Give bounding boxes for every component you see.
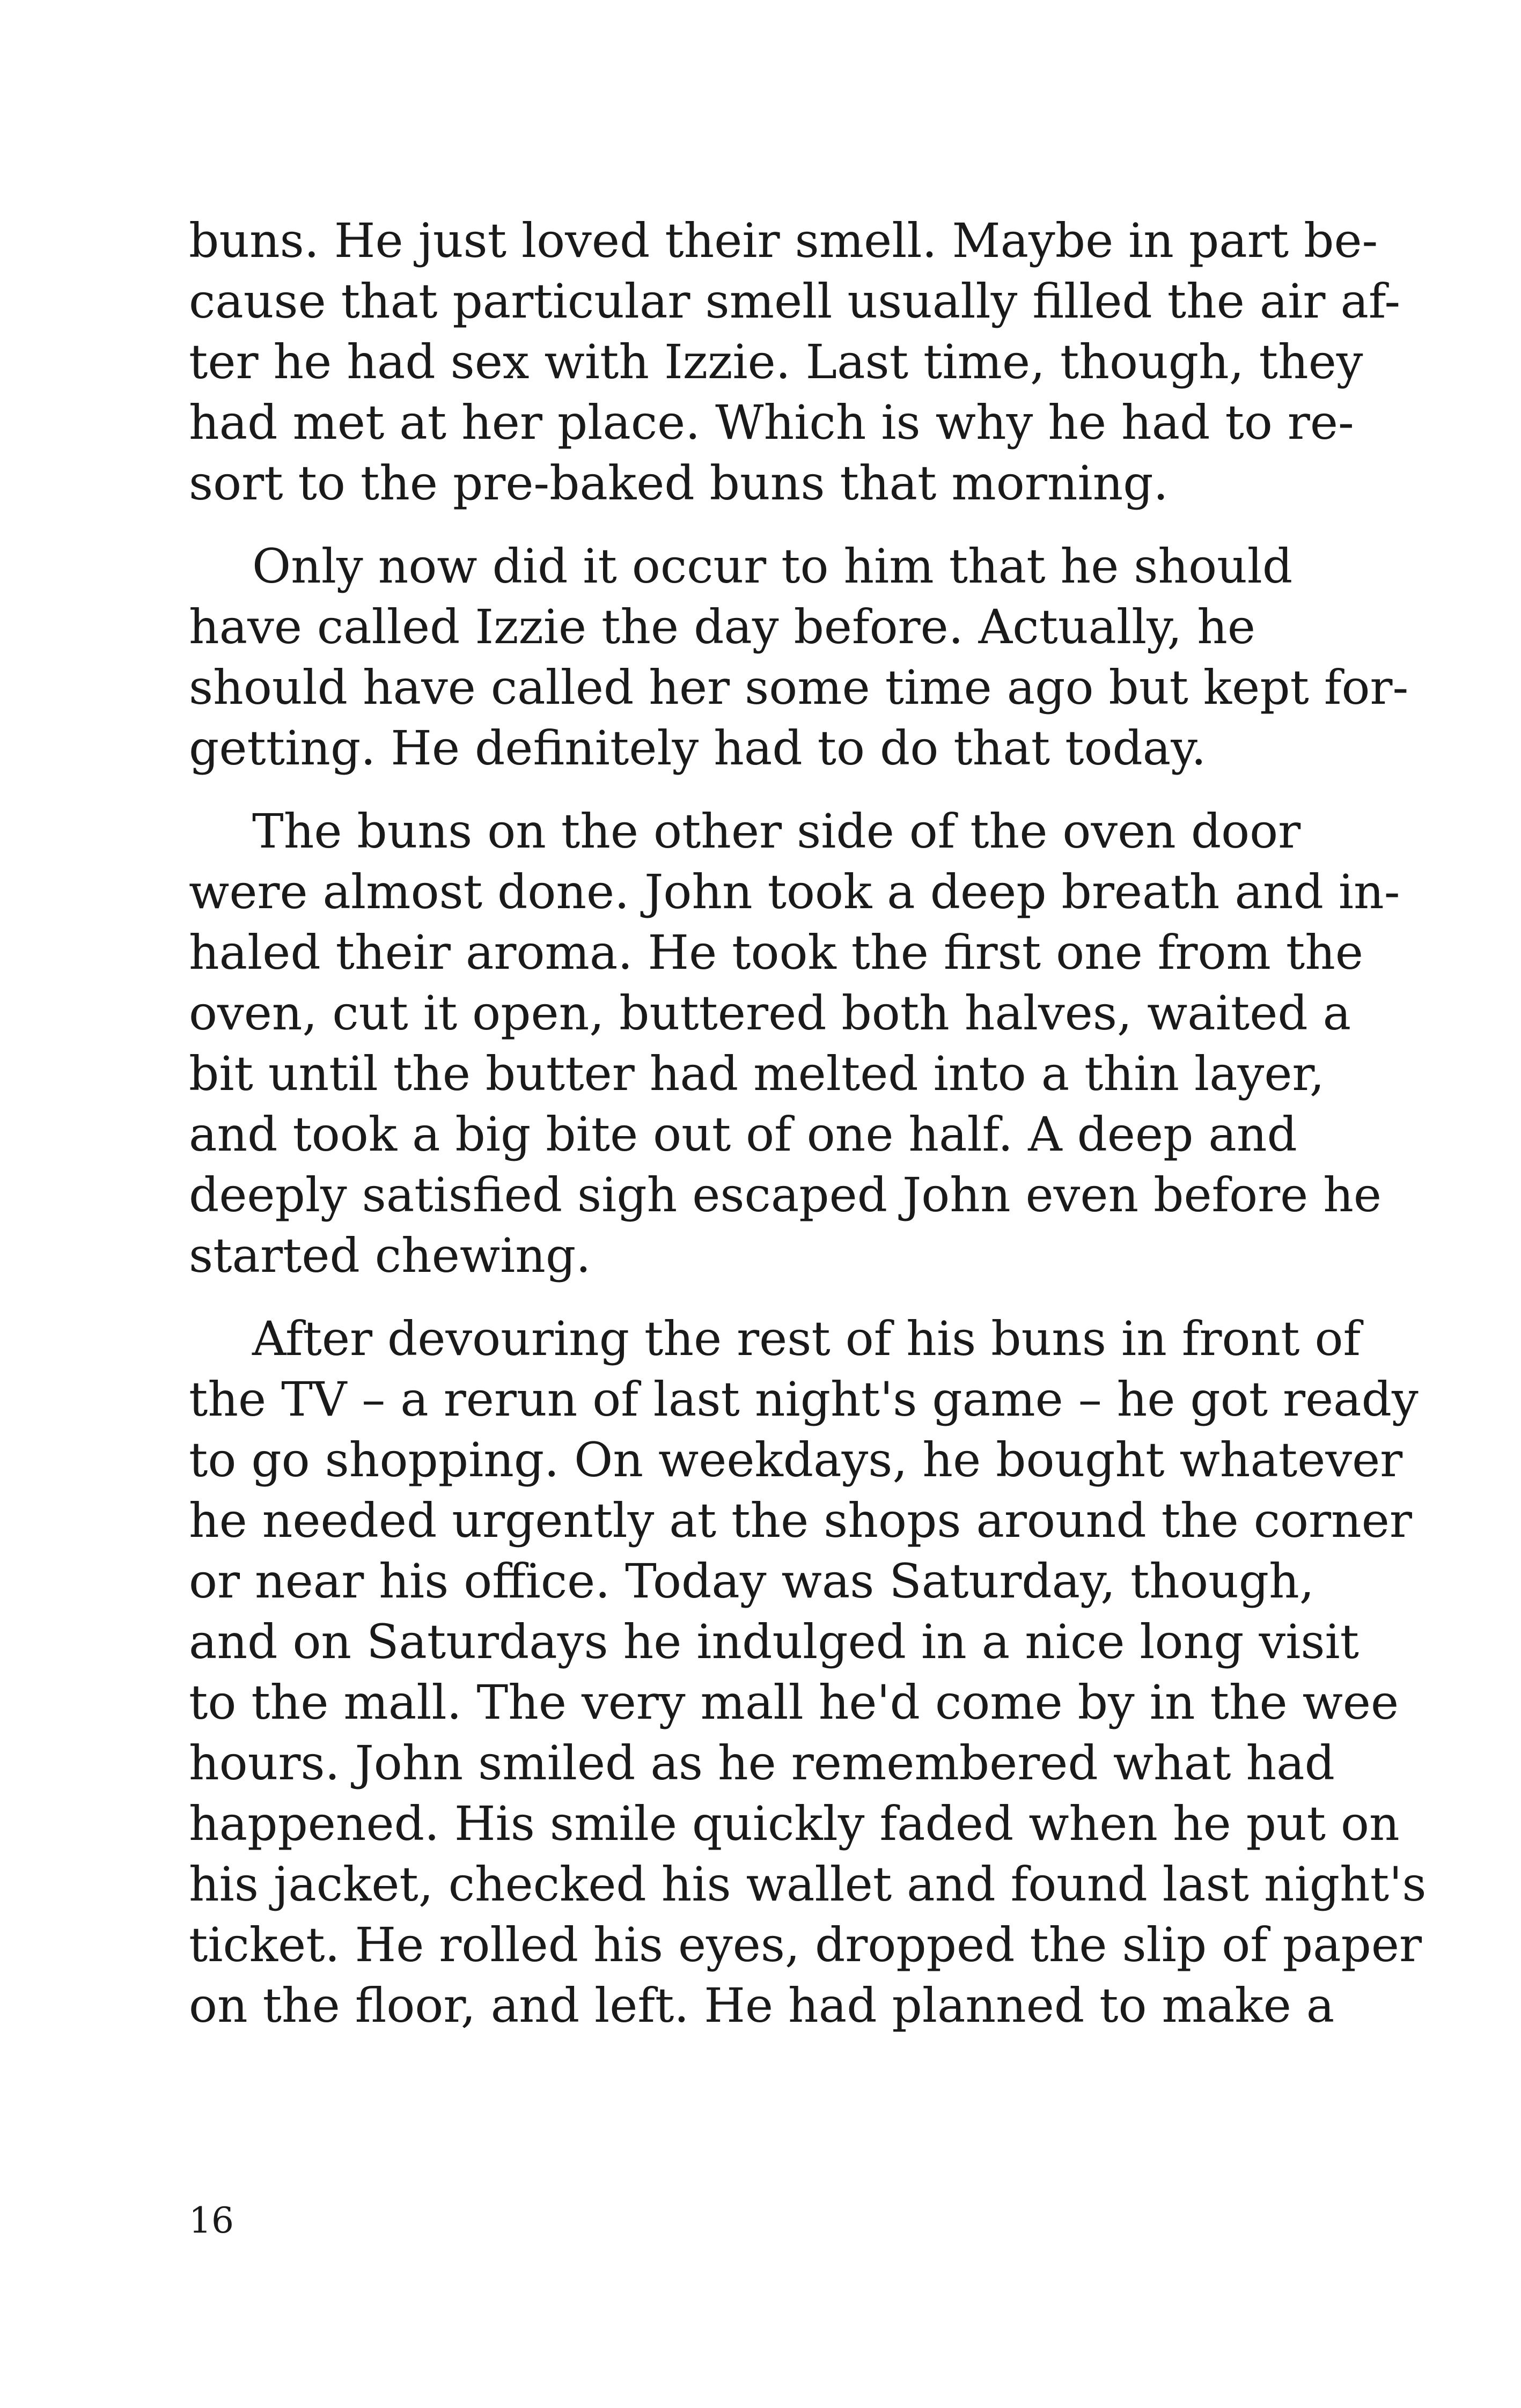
paragraph-3 (189, 801, 1400, 1286)
text-line: or near his office. Today was Saturday, though, (189, 1553, 1314, 1609)
text-line: haled their aroma. He took the first one from the (189, 925, 1363, 980)
text-line: to go shopping. On weekdays, he bought whatever (189, 1432, 1403, 1487)
text-line: should have called her some time ago but kept for- (189, 660, 1409, 715)
text-line: he needed urgently at the shops around the corner (189, 1493, 1412, 1548)
text-line: ticket. He rolled his eyes, dropped the slip of paper (189, 1917, 1422, 1972)
text-line: and on Saturdays he indulged in a nice long visit (189, 1614, 1360, 1669)
paragraph-1 (189, 210, 1401, 513)
text-line: the TV – a rerun of last night's game – he got ready (189, 1372, 1419, 1427)
page-number: 16 (189, 2200, 234, 2241)
text-line: getting. He definitely had to do that today. (189, 720, 1207, 776)
body-text (189, 210, 1427, 2058)
text-line: buns. He just loved their smell. Maybe in part be- (189, 213, 1378, 268)
text-line: have called Izzie the day before. Actually, he (189, 599, 1255, 654)
text-line: bit until the butter had melted into a thin layer, (189, 1046, 1325, 1101)
paragraph-2 (189, 536, 1409, 778)
text-line: The buns on the other side of the oven door (252, 804, 1301, 859)
text-line: Only now did it occur to him that he should (252, 539, 1293, 594)
text-line: to the mall. The very mall he'd come by in the wee (189, 1675, 1399, 1730)
text-line: deeply satisfied sigh escaped John even before he (189, 1167, 1382, 1223)
text-line: and took a big bite out of one half. A deep and (189, 1107, 1297, 1162)
text-line: started chewing. (189, 1228, 591, 1283)
text-line: cause that particular smell usually filled the air af- (189, 274, 1401, 329)
paragraph-4 (189, 1308, 1427, 2036)
text-line: had met at her place. Which is why he had to re- (189, 395, 1354, 450)
text-line: sort to the pre-baked buns that morning. (189, 455, 1169, 511)
text-line: his jacket, checked his wallet and found last night's (189, 1857, 1427, 1912)
text-line: were almost done. John took a deep breath and in- (189, 864, 1400, 919)
text-line: ter he had sex with Izzie. Last time, though, they (189, 334, 1363, 389)
text-line: on the floor, and left. He had planned to make a (189, 1978, 1335, 2033)
text-line: happened. His smile quickly faded when he put on (189, 1796, 1400, 1851)
text-line: After devouring the rest of his buns in front of (252, 1311, 1361, 1366)
text-line: hours. John smiled as he remembered what had (189, 1735, 1335, 1791)
text-line: oven, cut it open, buttered both halves, waited a (189, 985, 1351, 1041)
